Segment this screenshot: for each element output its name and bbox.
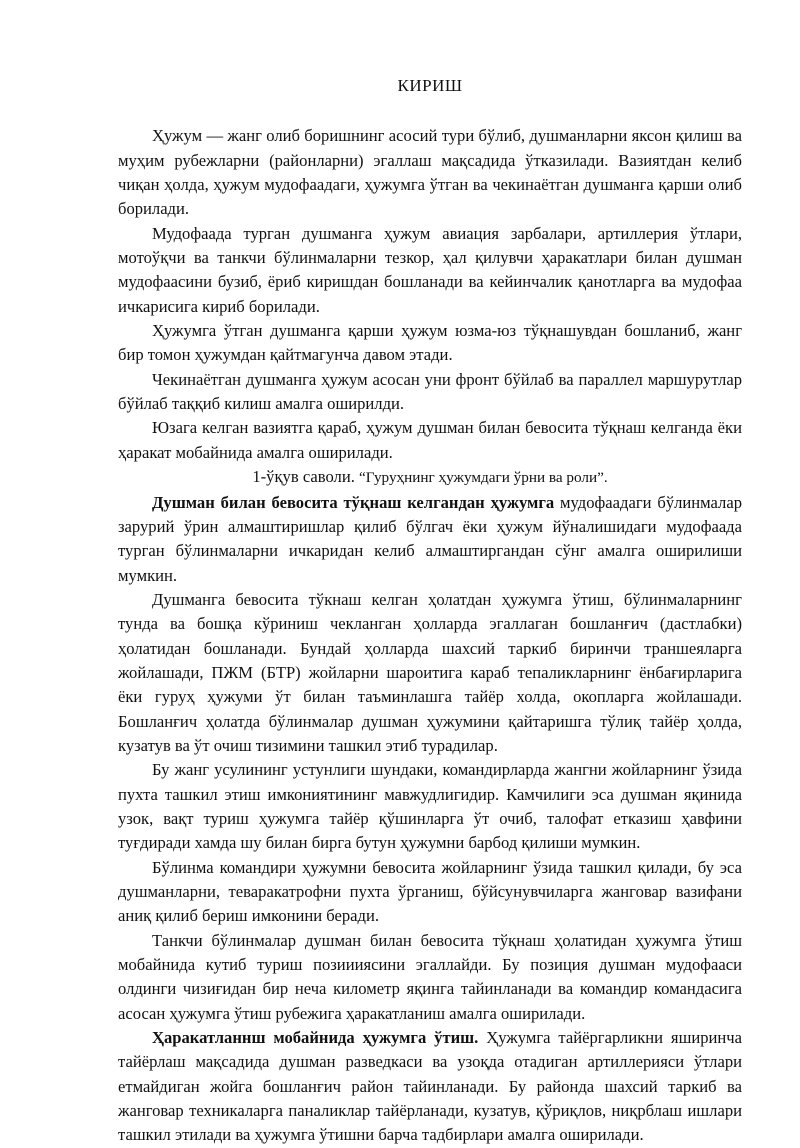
section2-bold-lead: Ҳаракатланнш мобайнида ҳужумга ўтиш.: [152, 1028, 479, 1048]
intro-paragraph-2: Мудофаада турган душманга ҳужум авиация зарбалари, артиллерия ўтлари, мотоўқчи ва танкчи бўлинмаларни тезкор, ҳал қилувчи ҳаракатлари билан душман мудофаасини бузиб, ёриб киришдан бошланади ва кейинчалик қанотларга ва мудофаа ичкарисига кириб борилади.: [118, 223, 742, 316]
page-title: КИРИШ: [397, 76, 463, 95]
intro-paragraph-5: Юзага келган вазиятга қараб, ҳужум душман билан бевосита тўқнаш келганда ёки ҳаракат мобайнида амалга оширилади.: [118, 418, 742, 462]
study-question-title: “Гуруҳнинг ҳужумдаги ўрни ва роли”.: [359, 469, 608, 487]
section1-lead-paragraph: [118, 491, 742, 588]
intro-paragraph-3: Ҳужумга ўтган душманга қарши ҳужум юзма-юз тўқнашувдан бошланиб, жанг бир томон ҳужумдан қайтмагунча давом этади.: [118, 321, 742, 365]
section1-paragraph-3: Бўлинма командири ҳужумни бевосита жойларнинг ўзида ташкил қилади, бу эса душманларни, теваракатрофни пухта ўрганиш, бўйсунувчиларга жанговар вазифани аниқ қилиб бериш имконини беради.: [118, 857, 742, 926]
section1-bold-lead: Душман билан бевосита тўқнаш келгандан ҳужумга: [152, 492, 555, 512]
section1-paragraph-1: Душманга бевосита тўкнаш келган ҳолатдан ҳужумга ўтиш, бўлинмаларнинг тунда ва бошқа кўриниш чекланган ҳолларда эгаллаган бошланғич (дастлабки) ҳолатидан бошланади. Бундай ҳолларда шахсий таркиб биринчи траншеяларга жойлашади, ПЖМ (БТР) жойларни шароитига караб тепаликларнинг ёнбағирларига ёки гуруҳ ҳужуми ўт билан таъминлашга тайёр холда, окопларга жойлашади. Бошланғич ҳолатда бўлинмалар душман ҳужумини қайтаришга тўлиқ тайёр ҳолда, кузатув ва ўт очиш тизимини ташкил этиб турадилар.: [118, 589, 742, 755]
section1-lead-text: мудофаадаги бўлинмалар зарурий ўрин алмаштиришлар қилиб бўлгач ёки ҳужум йўналишидаги мудофаада турган бўлинмаларни ичкаридан келиб алмаштиргандан сўнг амалга оширилиши мумкин.: [118, 492, 743, 585]
study-question-prefix: 1-ўқув саволи.: [252, 467, 360, 487]
section2-lead-text: Ҳужумга тайёргарликни яширинча тайёрлаш мақсадида душман разведкаси ва узоқда отадиган артиллерияси ўтлари етмайдиган жойга бошланғич район тайинланади. Бу районда шахсий таркиб ва жанговар техникаларга паналиклар тайёрланади, кузатув, қўриқлов, ниқрблаш ишлари ташкил этилади ва ҳужумга ўтишни барча тадбирлари амалга оширилади.: [118, 1028, 742, 1145]
section1-paragraph-4: Танкчи бўлинмалар душман билан бевосита тўқнаш ҳолатидан ҳужумга ўтиш мобайнида кутиб туриш позииияcини эгаллайди. Бу позиция душман мудофааси олдинги чизиғидан бир неча километр яқинга тайинланади ва командир командасига асосан ҳужумга ўтиш рубежига ҳаракатланиш амалга оширилади.: [118, 930, 742, 1023]
intro-paragraph-1: Ҳужум — жанг олиб боришнинг асосий тури бўлиб, душманларни яксон қилиш ва муҳим рубежларни (районларни) эгаллаш мақсадида ўтказилади. Вазиятдан келиб чиқан ҳолда, ҳужум мудофаадаги, ҳужумга ўтган ва чекинаётган душманга қарши олиб борилади.: [118, 126, 742, 219]
intro-paragraph-4: Чекинаётган душманга ҳужум асосан уни фронт бўйлаб ва параллел маршурутлар бўйлаб таққиб килиш амалга оширилди.: [118, 369, 742, 414]
document-body: [118, 74, 742, 1148]
section1-paragraph-2: Бу жанг усулининг устунлиги шундаки, командирларда жангни жойларнинг ўзида пухта ташкил этиш имкониятининг мавжудлигидир. Камчилиги эса душман яқинида узок, вақт туриш ҳужумга тайёр қўшинларга ўт очиб, талофат етказиш ҳавфини туғдиради хамда шу билан бирга бутун ҳужумни барбод қилиши мумкин.: [118, 760, 742, 853]
study-question-heading: [118, 465, 742, 490]
section2-lead-paragraph: [118, 1026, 742, 1148]
